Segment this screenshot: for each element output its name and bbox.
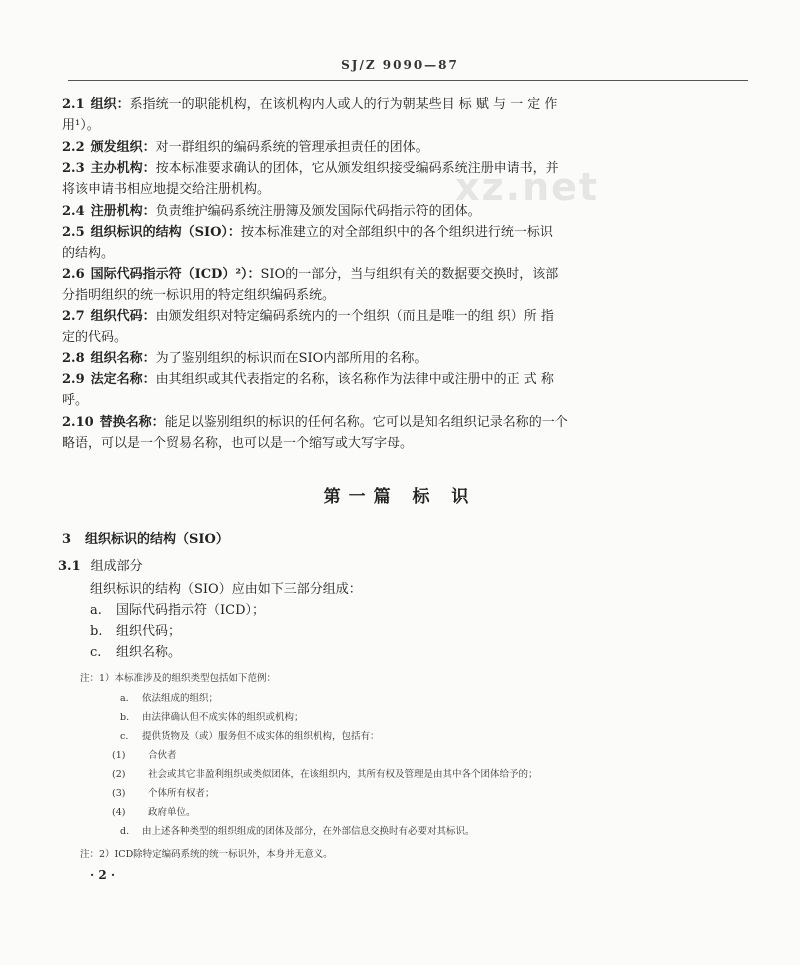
item-mark: (1)	[112, 750, 126, 761]
note-1-item-c	[120, 728, 380, 742]
page-number: · 2 ·	[90, 868, 116, 882]
definition-text: 由其组织或其代表指定的名称，该名称作为法律中或注册中的正 式 称	[155, 372, 554, 387]
definition-continuation: 的结构。	[62, 246, 115, 261]
note-1-sub-4	[112, 804, 196, 818]
item-text: 个体所有权者；	[148, 788, 215, 799]
definition-2-6	[62, 264, 752, 306]
component-item-b	[90, 620, 181, 639]
clause-number: 2.8	[62, 351, 85, 366]
term: 替换名称：	[99, 415, 165, 430]
item-mark: b.	[120, 712, 130, 723]
definition-2-1	[62, 94, 752, 136]
section-title: 组织标识的结构（SIO）	[85, 532, 229, 547]
definition-text: 负责维护编码系统注册簿及颁发国际代码指示符的团体。	[155, 204, 481, 219]
section-number: 3	[62, 532, 72, 547]
item-text: 社会或其它非盈利组织或类似团体，在该组织内，其所有权及管理是由其中各个团体给予的；	[148, 769, 538, 780]
item-text: 合伙者	[148, 750, 177, 761]
definition-continuation: 将该申请书相应地提交给注册机构。	[62, 182, 271, 197]
clause-number: 2.1	[62, 97, 85, 112]
definition-text: 系指统一的职能机构，在该机构内人或人的行为朝某些目 标 赋 与 一 定 作	[129, 97, 558, 112]
clause-number: 2.3	[62, 161, 85, 176]
item-mark: a.	[90, 603, 102, 618]
subsection-title: 组成部分	[90, 559, 143, 574]
item-text: 组织名称。	[116, 645, 182, 660]
watermark: xz.net	[455, 165, 600, 209]
note-1-item-b	[120, 709, 304, 723]
definition-continuation: 定的代码。	[62, 330, 128, 345]
clause-number: 2.7	[62, 309, 85, 324]
item-mark: c.	[90, 645, 102, 660]
subsection-intro: 组织标识的结构（SIO）应由如下三部分组成：	[90, 582, 362, 597]
definition-continuation: 分指明组织的统一标识用的特定组织编码系统。	[62, 288, 336, 303]
note-2: 注：2）ICD除特定编码系统的统一标识外，本身并无意义。	[80, 849, 333, 860]
note-1-sub-1	[112, 747, 177, 761]
section-3-heading	[62, 528, 229, 547]
term: 组织名称：	[90, 351, 156, 366]
definition-text: 由颁发组织对特定编码系统内的一个组织（而且是唯一的组 织）所 指	[155, 309, 554, 324]
item-mark: b.	[90, 624, 103, 639]
clause-number: 2.5	[62, 225, 85, 240]
term: 组织标识的结构（SIO）：	[90, 225, 241, 240]
term: 组织：	[90, 97, 130, 112]
note-1-sub-3	[112, 785, 215, 799]
item-text: 国际代码指示符（ICD）；	[116, 603, 266, 618]
item-text: 提供货物及（或）服务但不成实体的组织机构，包括有：	[142, 731, 380, 742]
component-item-c	[90, 641, 181, 660]
definition-2-2	[62, 137, 752, 158]
subsection-3-1-heading	[58, 555, 143, 574]
header-rule	[68, 80, 748, 81]
item-mark: d.	[120, 826, 130, 837]
definition-2-3	[62, 158, 752, 200]
definition-2-4	[62, 201, 752, 222]
item-text: 依法组成的组织；	[142, 693, 219, 704]
clause-number: 2.2	[62, 140, 85, 155]
term: 注册机构：	[90, 204, 156, 219]
term: 法定名称：	[90, 372, 156, 387]
item-mark: c.	[120, 731, 129, 742]
definition-2-10	[62, 412, 752, 454]
clause-number: 2.10	[62, 415, 94, 430]
note-1-item-d	[120, 823, 770, 837]
definition-2-7	[62, 306, 752, 348]
item-mark: (3)	[112, 788, 126, 799]
item-mark: a.	[120, 693, 129, 704]
term: 国际代码指示符（ICD）²）：	[90, 267, 261, 282]
note-1: 注：1）本标准涉及的组织类型包括如下范例：	[80, 673, 277, 684]
definition-2-5	[62, 222, 752, 264]
definition-text: 按本标准要求确认的团体，它从颁发组织接受编码系统注册申请书，并	[155, 161, 559, 176]
definition-continuation: 呼。	[62, 393, 89, 408]
definition-text: 为了鉴别组织的标识而在SIO内部所用的名称。	[155, 351, 428, 366]
term: 颁发组织：	[90, 140, 156, 155]
definition-2-8	[62, 348, 752, 369]
clause-number: 2.9	[62, 372, 85, 387]
item-mark: (2)	[112, 769, 126, 780]
component-item-a	[90, 599, 265, 618]
note-1-sub-2	[112, 766, 772, 780]
term: 组织代码：	[90, 309, 156, 324]
definition-text: 按本标准建立的对全部组织中的各个组织进行统一标识	[240, 225, 553, 240]
item-text: 由上述各种类型的组织组成的团体及部分，在外部信息交换时有必要对其标识。	[142, 826, 475, 837]
definition-text: 能足以鉴别组织的标识的任何名称。它可以是知名组织记录名称的一个	[164, 415, 568, 430]
definition-2-9	[62, 369, 752, 411]
term: 主办机构：	[90, 161, 156, 176]
definition-text: SIO的一部分，当与组织有关的数据要交换时，该部	[260, 267, 559, 282]
item-text: 由法律确认但不成实体的组织或机构；	[142, 712, 304, 723]
note-1-item-a	[120, 690, 218, 704]
clause-number: 2.6	[62, 267, 85, 282]
definition-text: 对一群组织的编码系统的管理承担责任的团体。	[155, 140, 429, 155]
subsection-number: 3.1	[58, 559, 81, 574]
definition-continuation: 用¹）。	[62, 118, 100, 133]
clause-number: 2.4	[62, 204, 85, 219]
item-mark: (4)	[112, 807, 126, 818]
item-text: 组织代码；	[116, 624, 182, 639]
definition-continuation: 略语，可以是一个贸易名称，也可以是一个缩写或大写字母。	[62, 436, 414, 451]
document-code: SJ/Z 9090—87	[341, 58, 459, 72]
part-title: 第一篇 标 识	[323, 487, 477, 507]
item-text: 政府单位。	[148, 807, 196, 818]
